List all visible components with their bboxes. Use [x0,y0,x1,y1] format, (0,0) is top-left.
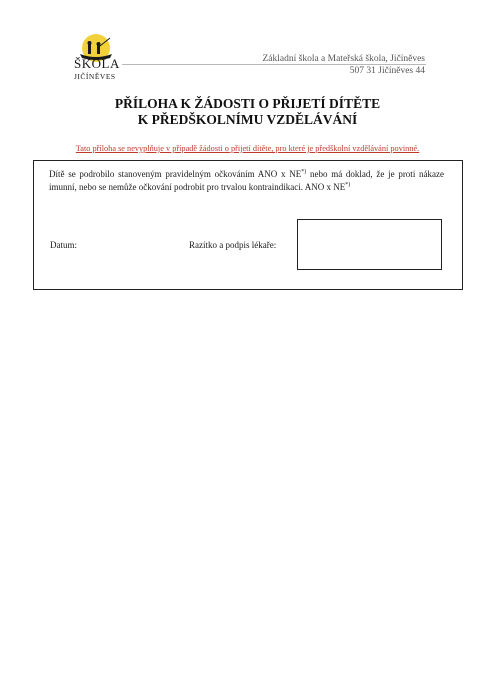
vaccination-statement [49,168,444,193]
footnote-mark-1: *) [301,169,307,175]
stamp-signature-field[interactable] [297,219,442,270]
statement-line-1: Dítě se podrobilo stanoveným pravidelným očkováním ANO x NE [49,169,302,179]
logo-word: ŠKOLA [74,56,120,71]
header-divider [122,64,426,65]
stamp-signature-label: Razítko a podpis lékaře: [189,240,277,250]
date-label: Datum: [50,240,77,250]
statement-line-2: má doklad, že je proti nákaze imunní, nebo se nemůže očkování podrobit pro trvalou kontraindikaci. ANO x NE [49,169,445,192]
logo-town: JIČÍNĚVES [74,72,116,81]
school-name: Základní škola a Mateřská škola, Jičíněves [262,54,425,64]
title-line-2: K PŘEDŠKOLNÍMU VZDĚLÁVÁNÍ [137,112,358,127]
school-logo [66,34,122,84]
school-header [262,53,425,77]
footnote-mark-2: *) [345,181,351,188]
document-title [60,96,435,128]
school-address: 507 31 Jičíněves 44 [349,66,425,76]
notice-text: Tato příloha se nevyplňuje v případě žádosti o přijetí dítěte, pro které je předškolní vzdělávání povinné. [75,144,420,153]
title-line-1: PŘÍLOHA K ŽÁDOSTI O PŘIJETÍ DÍTĚTE [114,96,381,111]
medical-confirmation-box [33,160,463,290]
statement-line-1-end: nebo [306,169,328,179]
